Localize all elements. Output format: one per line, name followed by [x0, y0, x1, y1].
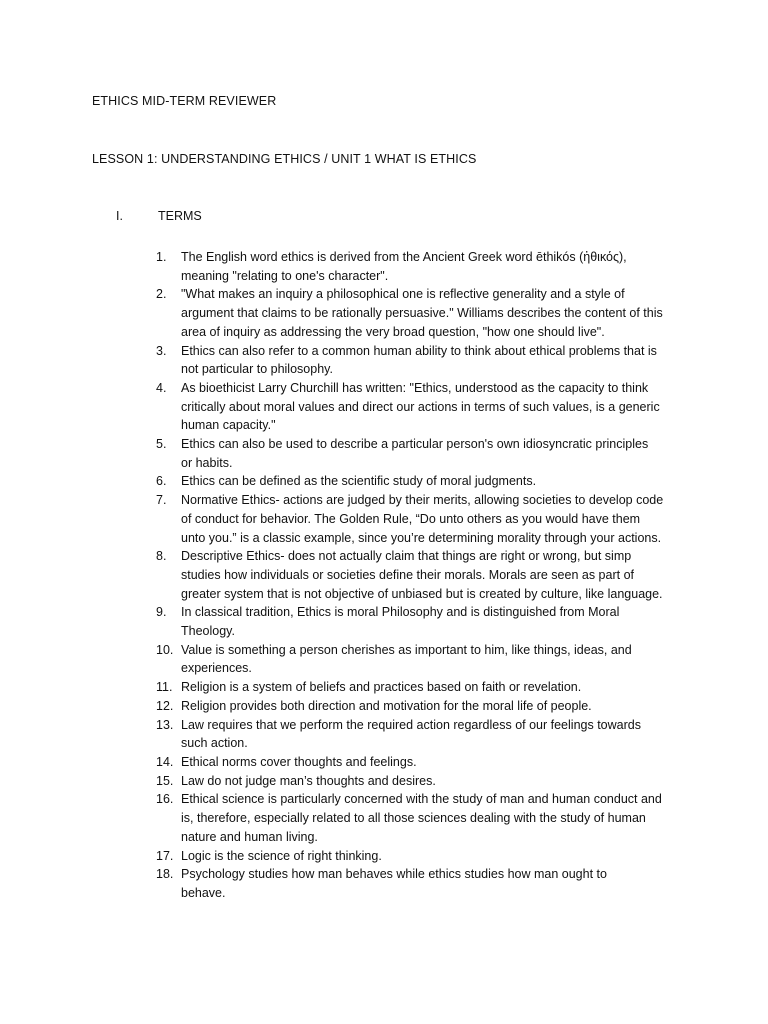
list-item	[156, 753, 676, 772]
list-item-text-line: human capacity."	[181, 418, 276, 433]
list-item-text-line: greater system that is not objective of unbiased but is created by culture, like language.	[181, 586, 663, 601]
list-item	[156, 435, 676, 472]
list-item-text-line: Ethics can be defined as the scientific study of moral judgments.	[181, 474, 537, 489]
list-item	[156, 248, 676, 285]
list-item-text-line: Religion is a system of beliefs and practices based on faith or revelation.	[181, 680, 582, 695]
list-item	[156, 790, 676, 846]
list-item-text-line: critically about moral values and direct our actions in terms of such values, is a generic	[181, 399, 660, 414]
list-item-number: 1.	[156, 250, 167, 264]
list-item-text-line: of conduct for behavior. The Golden Rule, “Do unto others as you would have them	[181, 511, 641, 526]
list-item	[156, 716, 676, 753]
list-item-number: 9.	[156, 605, 167, 620]
list-item-number: 2.	[156, 287, 167, 302]
list-item	[156, 641, 676, 678]
list-item	[156, 472, 676, 491]
list-item-number: 10.	[156, 642, 174, 657]
list-item	[156, 547, 676, 603]
list-item-text-line: Value is something a person cherishes as important to him, like things, ideas, and	[181, 642, 632, 657]
list-item	[156, 342, 676, 379]
list-item-text-line: unto you.” is a classic example, since you’re determining morality through your actions.	[181, 530, 662, 545]
terms-list	[156, 248, 676, 903]
list-item	[156, 603, 676, 640]
list-item-text-line: As bioethicist Larry Churchill has written: "Ethics, understood as the capacity to think	[181, 380, 649, 395]
list-item	[156, 285, 676, 341]
list-item	[156, 379, 676, 435]
list-item-text-line: Normative Ethics- actions are judged by their merits, allowing societies to develop code	[181, 493, 664, 508]
list-item	[156, 678, 676, 697]
list-item-number: 11.	[156, 680, 173, 695]
list-item-text-line: "What makes an inquiry a philosophical one is reflective generality and a style of	[181, 287, 625, 302]
list-item-text-line: Psychology studies how man behaves while ethics studies how man ought to	[181, 867, 607, 882]
document-title: ETHICS MID-TERM REVIEWER	[92, 94, 277, 108]
list-item-text-line: studies how individuals or societies define their morals. Morals are seen as part of	[181, 567, 634, 582]
list-item-text-line: Law requires that we perform the required action regardless of our feelings towards	[181, 717, 641, 732]
list-item-text-line: Logic is the science of right thinking.	[181, 848, 382, 863]
list-item-number: 4.	[156, 380, 167, 395]
lesson-heading: LESSON 1: UNDERSTANDING ETHICS / UNIT 1 WHAT IS ETHICS	[92, 152, 477, 166]
list-item-text-line: area of inquiry as addressing the very broad question, "how one should live".	[181, 324, 605, 339]
list-item-text-line: Ethical science is particularly concerned with the study of man and human conduct and	[181, 792, 662, 807]
list-item-text-line: Theology.	[181, 624, 235, 639]
list-item-text-line: is, therefore, especially related to all those sciences dealing with the study of human	[181, 811, 646, 826]
list-item-text-line: or habits.	[181, 455, 233, 470]
list-item-number: 6.	[156, 474, 167, 489]
list-item-number: 8.	[156, 549, 167, 564]
list-item-text-line: argument that claims to be rationally persuasive." Williams describes the content of this	[181, 306, 663, 321]
list-item	[156, 772, 676, 791]
list-item-text-line: meaning "relating to one's character".	[181, 268, 389, 283]
list-item-text-line: experiences.	[181, 661, 252, 676]
list-item-text-line: behave.	[181, 885, 226, 900]
list-item-number: 5.	[156, 437, 167, 452]
list-item-number: 18.	[156, 867, 174, 882]
list-item	[156, 865, 676, 902]
list-item-number: 7.	[156, 493, 167, 508]
list-item-text-line: Ethics can also be used to describe a particular person's own idiosyncratic principles	[181, 437, 649, 452]
list-item-text-line: such action.	[181, 736, 248, 751]
list-item	[156, 491, 676, 547]
list-item	[156, 847, 676, 866]
list-item-number: 15.	[156, 773, 174, 788]
section-label: TERMS	[158, 209, 202, 223]
list-item-text-line: nature and human living.	[181, 829, 318, 844]
list-item	[156, 697, 676, 716]
list-item-number: 14.	[156, 754, 174, 769]
list-item-number: 13.	[156, 717, 174, 732]
list-item-text-line: Religion provides both direction and motivation for the moral life of people.	[181, 698, 592, 713]
list-item-text-line: Ethics can also refer to a common human ability to think about ethical problems that is	[181, 343, 657, 358]
list-item-number: 17.	[156, 848, 174, 863]
list-item-number: 3.	[156, 343, 167, 358]
list-item-text-line: Law do not judge man’s thoughts and desires.	[181, 773, 436, 788]
list-item-number: 12.	[156, 698, 174, 713]
list-item-text-line: not particular to philosophy.	[181, 362, 333, 377]
list-item-text-line: Descriptive Ethics- does not actually claim that things are right or wrong, but simp	[181, 549, 632, 564]
section-number: I.	[116, 209, 123, 223]
list-item-text-line: Ethical norms cover thoughts and feelings.	[181, 754, 417, 769]
list-item-text-line: The English word ethics is derived from the Ancient Greek word ēthikós (ἠθικός),	[181, 250, 627, 264]
list-item-text-line: In classical tradition, Ethics is moral Philosophy and is distinguished from Moral	[181, 605, 620, 620]
list-item-number: 16.	[156, 792, 174, 807]
